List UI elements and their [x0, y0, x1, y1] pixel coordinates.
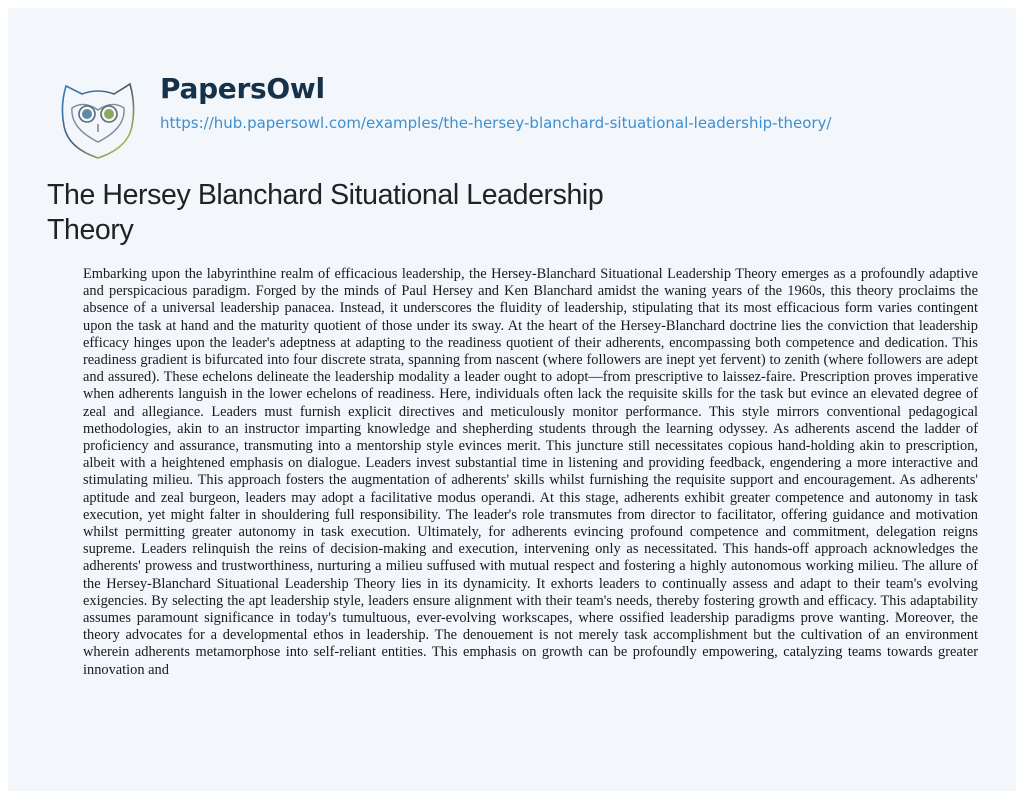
- brand-name[interactable]: PapersOwl: [160, 72, 325, 105]
- owl-logo-icon: [58, 76, 138, 166]
- source-url-link[interactable]: https://hub.papersowl.com/examples/the-hersey-blanchard-situational-leadership-theory/: [160, 114, 832, 132]
- document-body: Embarking upon the labyrinthine realm of efficacious leadership, the Hersey-Blanchard Situational Leadership Theory emerges as a profoundly adaptive and perspicacious paradigm. Forged by the minds of Paul Hersey and Ken Blanchard amidst the waning years of the 1960s, this theory proclaims the absence of a universal leadership panacea. Instead, it underscores the fluidity of leadership, stipulating that its most efficacious form varies contingent upon the task at hand and the maturity quotient of those under its sway. At the heart of the Hersey-Blanchard doctrine lies the conviction that leadership efficacy hinges upon the leader's adeptness at adapting to the readiness quotient of their adherents, encompassing both competence and dedication. This readiness gradient is bifurcated into four discrete strata, spanning from nascent (where followers are inept yet fervent) to zenith (where followers are adept and assured). These echelons delineate the leadership modality a leader ought to adopt—from prescriptive to laissez-faire. Prescription proves imperative when adherents languish in the lower echelons of readiness. Here, individuals often lack the requisite skills for the task but evince an elevated degree of zeal and allegiance. Leaders must furnish explicit directives and meticulously monitor performance. This style mirrors conventional pedagogical methodologies, akin to an instructor imparting knowledge and shepherding students through the learning odyssey. As adherents ascend the ladder of proficiency and assurance, transmuting into a mentorship style evinces merit. This juncture still necessitates copious hand-holding akin to prescription, albeit with a heightened emphasis on dialogue. Leaders invest substantial time in listening and providing feedback, engendering a more interactive and stimulating milieu. This approach fosters the augmentation of adherents' skills whilst furnishing the requisite support and encouragement. As adherents' aptitude and zeal burgeon, leaders may adopt a facilitative modus operandi. At this stage, adherents exhibit greater competence and autonomy in task execution, yet might falter in shouldering full responsibility. The leader's role transmutes from director to facilitator, offering guidance and motivation whilst permitting greater autonomy in task execution. Ultimately, for adherents evincing profound competence and commitment, delegation reigns supreme. Leaders relinquish the reins of decision-making and execution, intervening only as necessitated. This hands-off approach acknowledges the adherents' prowess and trustworthiness, nurturing a milieu suffused with mutual respect and fostering a highly autonomous working milieu. The allure of the Hersey-Blanchard Situational Leadership Theory lies in its dynamicity. It exhorts leaders to continually assess and adapt to their team's evolving exigencies. By selecting the apt leadership style, leaders ensure alignment with their team's needs, thereby fostering growth and efficacy. This adaptability assumes paramount significance in today's tumultuous, ever-evolving workscapes, where ossified leadership paradigms prove wanting. Moreover, the theory advocates for a developmental ethos in leadership. The denouement is not merely task accomplishment but the cultivation of an environment wherein adherents metamorphose into self-reliant entities. This emphasis on growth can be profoundly empowering, catalyzing teams towards greater innovation and: [83, 266, 978, 678]
- page-card: [8, 8, 1016, 791]
- document-title: The Hersey Blanchard Situational Leadership Theory: [47, 179, 604, 246]
- site-header: [58, 72, 958, 162]
